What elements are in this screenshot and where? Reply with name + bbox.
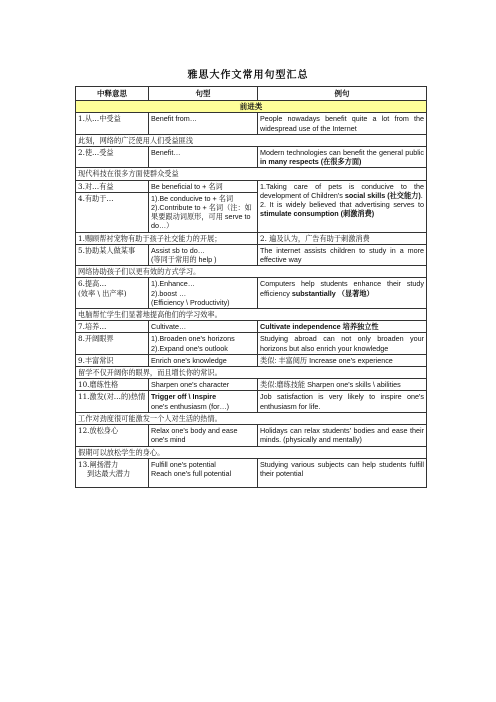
- example-cell: Studying various subjects can help students fulfill their potential: [258, 458, 427, 487]
- table-row: [76, 458, 427, 487]
- table-row: [76, 147, 427, 168]
- translation-row: [76, 266, 427, 278]
- phrase-table: [75, 86, 427, 488]
- header-meaning: 中释意思: [76, 87, 149, 101]
- translation-cell: 2. 遍及认为，广告有助于刺激消费: [258, 232, 427, 244]
- meaning-cell: 9.丰富常识: [76, 354, 149, 366]
- table-row: [76, 321, 427, 333]
- example-cell: [258, 180, 427, 232]
- meaning-line: 6.提高…: [78, 279, 107, 289]
- translation-cell: 电脑帮忙学生们显著地提高他们的学习效率。: [76, 309, 427, 321]
- meaning-cell: 8.开阔眼界: [76, 333, 149, 354]
- translation-cell: 假期可以放松学生的身心。: [76, 446, 427, 458]
- example-cell: 类似: 丰富阅历 Increase one's experience: [258, 354, 427, 366]
- translation-cell: 此刻，网络的广泛使用人们受益匪浅: [76, 134, 427, 146]
- pattern-line: Assist sb to do…: [151, 245, 205, 255]
- translation-row: [76, 367, 427, 379]
- meaning-cell: 2.使…受益: [76, 147, 149, 168]
- pattern-cell: Cultivate…: [149, 321, 258, 333]
- header-example: 例句: [258, 87, 427, 101]
- example-cell: People nowadays benefit quite a lot from the widespread use of the Internet: [258, 113, 427, 134]
- section-label: 前进类: [76, 101, 427, 113]
- example-cell: Studying abroad can not only broaden your horizons but also enrich your knowledge: [258, 333, 427, 354]
- translation-row: [76, 412, 427, 424]
- pattern-line: (Efficiency \ Productivity): [151, 297, 230, 307]
- header-pattern: 句型: [149, 87, 258, 101]
- pattern-line: one's enthusiasm (for…): [151, 401, 230, 411]
- translation-cell: 1.赐顾帮衬宠物有助于孩子社交能力的开展；: [76, 232, 258, 244]
- meaning-line: (效率 \ 出产率): [78, 288, 127, 298]
- example-text: 2. It is widely believed that advertising serves to: [260, 200, 424, 210]
- example-cell: [258, 278, 427, 309]
- pattern-line: [151, 392, 255, 401]
- pattern-cell: Sharpen one's character: [149, 379, 258, 391]
- translation-row: [76, 446, 427, 458]
- pattern-cell: [149, 244, 258, 265]
- table-row: [76, 244, 427, 265]
- meaning-cell: 3.对…有益: [76, 180, 149, 192]
- example-emphasis: social skills (社交能力): [344, 190, 421, 200]
- pattern-cell: Be beneficial to + 名词: [149, 180, 258, 192]
- pattern-cell: [149, 391, 258, 412]
- page-title: 雅思大作文常用句型汇总: [187, 70, 309, 81]
- pattern-line: (等同于常用的 help ): [151, 255, 217, 265]
- meaning-cell: 4.有助于…: [76, 192, 149, 232]
- section-row: [76, 101, 427, 113]
- example-emphasis: Cultivate independence 培养独立性: [260, 322, 379, 332]
- pattern-cell: Benefit…: [149, 147, 258, 168]
- example-emphasis: substantially （显著地）: [291, 288, 374, 298]
- pattern-line: 2).Contribute to + 名词（注：如果要跟动词原形，可用 serve to do…）: [151, 203, 252, 231]
- translation-row: [76, 134, 427, 146]
- example-text: 1.Taking care of pets is conducive to the development of Children's: [260, 181, 424, 200]
- table-row: [76, 391, 427, 412]
- pattern-cell: Benefit from…: [149, 113, 258, 134]
- example-cell: 类似:磨练技能 Sharpen one's skills \ abilities: [258, 379, 427, 391]
- meaning-line: 到达最大潜力: [87, 468, 131, 478]
- pattern-line: 2).boost …: [151, 288, 187, 298]
- pattern-cell: Relax one's body and ease one's mind: [149, 425, 258, 446]
- translation-row: [76, 309, 427, 321]
- translation-row: [76, 168, 427, 180]
- pattern-line: Reach one's full potential: [151, 468, 232, 478]
- table-row: [76, 113, 427, 134]
- meaning-line: 13.阐扬潜力: [78, 459, 119, 469]
- pattern-line: 1).Be conducive to + 名词: [151, 193, 234, 203]
- pattern-cell: [149, 333, 258, 354]
- meaning-cell: 5.协助某人做某事: [76, 244, 149, 265]
- table-row: [76, 333, 427, 354]
- table-row: [76, 354, 427, 366]
- pattern-line: 1).Broaden one's horizons: [151, 334, 235, 344]
- meaning-cell: [76, 278, 149, 309]
- pattern-emphasis: Trigger off \ Inspire: [151, 392, 217, 402]
- example-cell: [258, 321, 427, 333]
- example-text: Modern technologies can benefit the general public: [260, 148, 424, 158]
- example-cell: Holidays can relax students' bodies and ease their minds. (physically and mentally): [258, 425, 427, 446]
- meaning-cell: 12.放松身心: [76, 425, 149, 446]
- translation-row: [76, 232, 427, 244]
- pattern-line: 2).Expand one's outlook: [151, 343, 228, 353]
- example-emphasis: stimulate consumption (刺激消费): [260, 209, 375, 219]
- translation-cell: 工作对劲度很可能激发一个人对生活的热情。: [76, 412, 427, 424]
- example-text: .: [420, 190, 423, 200]
- pattern-line: 1).Enhance…: [151, 279, 195, 289]
- meaning-cell: 10.磨练性格: [76, 379, 149, 391]
- pattern-cell: Enrich one's knowledge: [149, 354, 258, 366]
- meaning-cell: 7.培养…: [76, 321, 149, 333]
- table-header-row: [76, 87, 427, 101]
- table-row: [76, 425, 427, 446]
- table-row: [76, 278, 427, 309]
- meaning-cell: 11.激发(对…的)热情: [76, 391, 149, 412]
- example-cell: [258, 147, 427, 168]
- pattern-cell: [149, 278, 258, 309]
- translation-cell: 现代科技在很多方面使群众受益: [76, 168, 427, 180]
- example-text: Computers help students enhance their study efficiency: [260, 279, 424, 298]
- pattern-line: Fulfill one's potential: [151, 459, 216, 469]
- table-row: [76, 180, 427, 192]
- example-cell: Job satisfaction is very likely to inspire one's enthusiasm for life.: [258, 391, 427, 412]
- pattern-cell: [149, 458, 258, 487]
- table-row: [76, 379, 427, 391]
- translation-cell: 留学不仅开阔你的眼界，而且增长你的常识。: [76, 367, 427, 379]
- example-emphasis: in many respects (在很多方面): [260, 157, 362, 167]
- pattern-cell: [149, 192, 258, 232]
- translation-cell: 网络协助孩子们以更有效的方式学习。: [76, 266, 427, 278]
- meaning-cell: [76, 458, 149, 487]
- example-cell: The internet assists children to study in a more effective way: [258, 244, 427, 265]
- meaning-cell: 1.从…中受益: [76, 113, 149, 134]
